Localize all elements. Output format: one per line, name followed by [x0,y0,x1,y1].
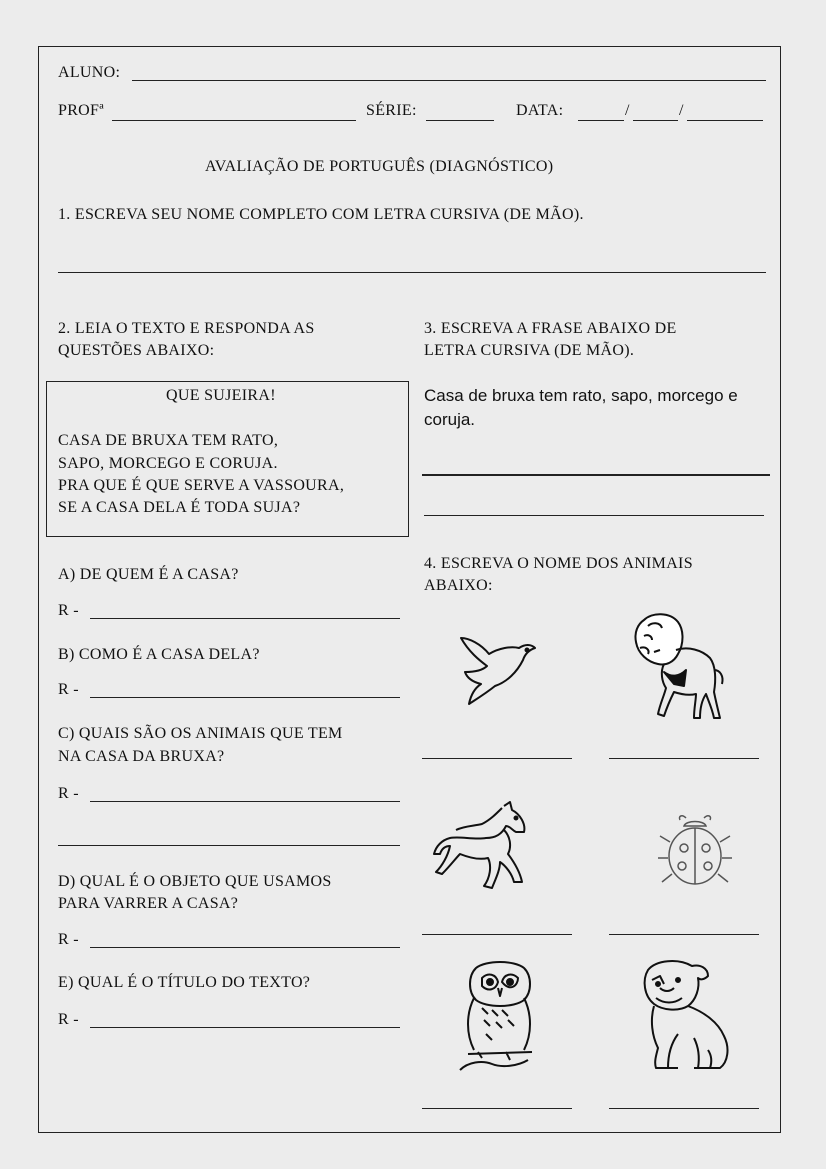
question-d-line2: PARA VARRER A CASA? [58,895,239,912]
date-day-field[interactable] [578,120,624,121]
poem-line: PRA QUE É QUE SERVE A VASSOURA, [58,477,345,494]
question-d-line1: D) QUAL É O OBJETO QUE USAMOS [58,873,332,890]
animal-name-line[interactable] [422,1108,572,1109]
serie-field[interactable] [426,120,494,121]
date-separator: / [679,102,684,119]
cursive-answer-line-1[interactable] [422,474,770,476]
cursive-sentence: Casa de bruxa tem rato, sapo, morcego e coruja. [424,386,738,429]
horse-icon [430,800,534,898]
question-e: E) QUAL É O TÍTULO DO TEXTO? [58,974,311,991]
answer-c-line-2[interactable] [58,845,400,846]
animal-name-line[interactable] [609,934,759,935]
dove-icon [455,630,539,706]
page-title: AVALIAÇÃO DE PORTUGUÊS (DIAGNÓSTICO) [205,158,554,175]
bulldog-icon [638,958,738,1074]
question-2-line2: QUESTÕES ABAIXO: [58,342,215,359]
prof-label: PROFª [58,102,104,119]
answer-prefix: R - [58,681,79,698]
answer-prefix: R - [58,931,79,948]
lion-icon [630,610,726,722]
aluno-field[interactable] [132,80,766,81]
question-4-line2: ABAIXO: [424,577,493,594]
question-2-line1: 2. LEIA O TEXTO E RESPONDA AS [58,320,315,337]
date-month-field[interactable] [633,120,678,121]
answer-c-line[interactable] [90,801,400,802]
date-separator: / [625,102,630,119]
question-c-line2: NA CASA DA BRUXA? [58,748,225,765]
animal-name-line[interactable] [609,1108,759,1109]
question-b: B) COMO É A CASA DELA? [58,646,260,663]
animal-name-line[interactable] [422,758,572,759]
answer-e-line[interactable] [90,1027,400,1028]
answer-d-line[interactable] [90,947,400,948]
animal-name-line[interactable] [609,758,759,759]
question-3-line2: LETRA CURSIVA (DE MÃO). [424,342,635,359]
poem-title: QUE SUJEIRA! [166,387,276,404]
answer-a-line[interactable] [90,618,400,619]
question-3-line1: 3. ESCREVA A FRASE ABAIXO DE [424,320,677,337]
answer-prefix: R - [58,602,79,619]
poem-line: CASA DE BRUXA TEM RATO, [58,432,279,449]
date-year-field[interactable] [687,120,763,121]
name-answer-line[interactable] [58,272,766,273]
animal-name-line[interactable] [422,934,572,935]
poem-line: SE A CASA DELA É TODA SUJA? [58,499,301,516]
poem-line: SAPO, MORCEGO E CORUJA. [58,455,278,472]
question-4-line1: 4. ESCREVA O NOME DOS ANIMAIS [424,555,693,572]
owl-icon [458,958,542,1074]
answer-prefix: R - [58,785,79,802]
serie-label: SÉRIE: [366,102,417,119]
answer-b-line[interactable] [90,697,400,698]
ladybug-icon [654,812,738,892]
cursive-answer-line-2[interactable] [424,515,764,516]
question-c-line1: C) QUAIS SÃO OS ANIMAIS QUE TEM [58,725,343,742]
prof-field[interactable] [112,120,356,121]
answer-prefix: R - [58,1011,79,1028]
data-label: DATA: [516,102,564,119]
question-a: A) DE QUEM É A CASA? [58,566,239,583]
aluno-label: ALUNO: [58,64,121,81]
question-1: 1. ESCREVA SEU NOME COMPLETO COM LETRA CURSIVA (DE MÃO). [58,206,584,223]
